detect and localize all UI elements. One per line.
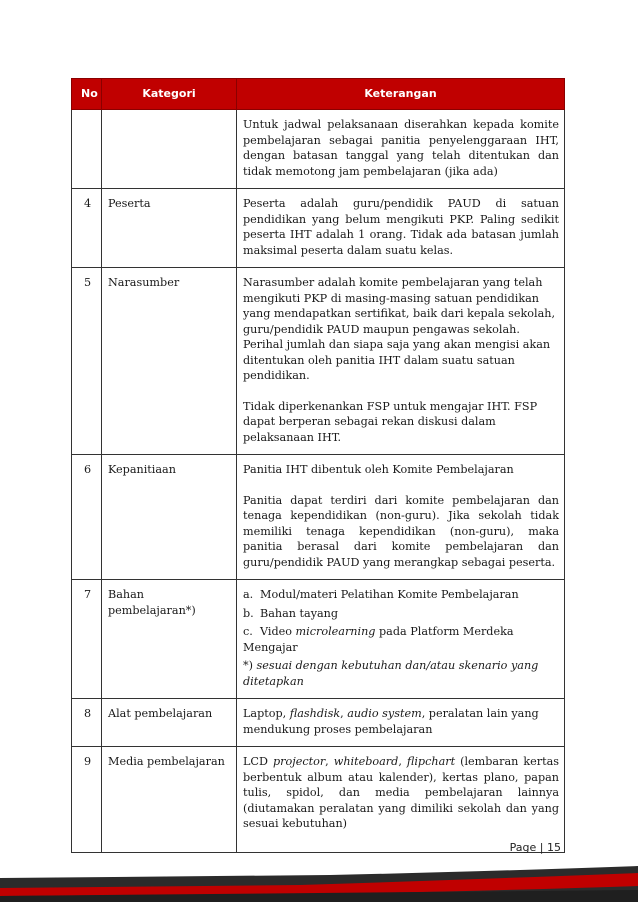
text-segment: , <box>398 755 407 768</box>
list-item <box>243 624 559 655</box>
header-no: No <box>72 79 102 110</box>
row-number: 7 <box>72 580 102 699</box>
row-description <box>237 455 565 580</box>
table-row <box>72 268 565 455</box>
material-list <box>243 587 559 655</box>
list-item <box>243 587 559 603</box>
row-description <box>237 699 565 747</box>
header-kategori: Kategori <box>102 79 237 110</box>
row-number: 6 <box>72 455 102 580</box>
row-category: Alat pembelajaran <box>102 699 237 747</box>
text-segment: Laptop, <box>243 707 290 720</box>
text-italic: flashdisk <box>289 707 341 720</box>
row-category: Narasumber <box>102 268 237 455</box>
row-description <box>237 110 565 189</box>
text-italic: projector <box>272 755 326 768</box>
row-category: Kepanitiaan <box>102 455 237 580</box>
table-row <box>72 747 565 853</box>
description-text: Peserta adalah guru/pendidik PAUD di satuan pendidikan yang belum mengikuti PKP. Paling sedikit peserta IHT adalah 1 orang. Tidak ada batasan jumlah maksimal peserta dalam suatu kelas. <box>243 197 559 257</box>
description-paragraph-2: Panitia dapat terdiri dari komite pembelajaran dan tenaga kependidikan (non-guru). Jika sekolah tidak memiliki tenaga kependidikan (non-guru), maka panitia berasal dari komite pembelajaran dan guru/pendidik PAUD yang merangkap sebagai peserta. <box>243 493 559 569</box>
text-segment: , <box>340 707 348 720</box>
table-row <box>72 189 565 268</box>
text-segment: (lembaran kertas berbentuk album atau kalender), kertas plano, papan tulis, spidol, dan media pembelajaran lainnya (diutamakan peralatan yang dimiliki sekolah dan yang sesuai kebutuhan) <box>243 755 559 830</box>
footer-band-decoration <box>0 866 638 902</box>
row-number: 4 <box>72 189 102 268</box>
list-item <box>243 606 559 622</box>
footnote <box>243 658 559 689</box>
row-category <box>102 110 237 189</box>
table-header-row <box>72 79 565 110</box>
text-segment: LCD <box>243 755 273 768</box>
table-row <box>72 580 565 699</box>
footnote-text: sesuai dengan kebutuhan dan/atau skenario yang ditetapkan <box>243 659 539 688</box>
row-description <box>237 580 565 699</box>
row-category: Media pembelajaran <box>102 747 237 853</box>
row-number <box>72 110 102 189</box>
description-text: Untuk jadwal pelaksanaan diserahkan kepada komite pembelajaran sebagai panitia penyelenggaraan IHT, dengan batasan tanggal yang telah ditentukan dan tidak memotong jam pembelajaran (jika ada) <box>243 118 559 178</box>
row-number: 5 <box>72 268 102 455</box>
list-text: Bahan tayang <box>260 606 339 620</box>
list-letter: c. <box>243 625 253 638</box>
table-row <box>72 455 565 580</box>
info-table <box>71 78 565 853</box>
row-description <box>237 189 565 268</box>
header-keterangan: Keterangan <box>237 79 565 110</box>
page-number: Page | 15 <box>509 841 561 854</box>
table-row <box>72 110 565 189</box>
row-description <box>237 268 565 455</box>
description-paragraph-1: Narasumber adalah komite pembelajaran yang telah mengikuti PKP di masing-masing satuan pendidikan yang mendapatkan sertifikat, baik dari kepala sekolah, guru/pendidik PAUD maupun pengawas sekolah. Perihal jumlah dan siapa saja yang akan mengisi akan ditentukan oleh panitia IHT dalam suatu satuan pendidikan. <box>243 276 555 382</box>
row-category: Bahan pembelajaran*) <box>102 580 237 699</box>
text-segment: , <box>325 755 334 768</box>
description-paragraph-2: Tidak diperkenankan FSP untuk mengajar IHT. FSP dapat berperan sebagai rekan diskusi dalam pelaksanaan IHT. <box>243 399 538 444</box>
row-number: 9 <box>72 747 102 853</box>
footnote-marker: *) <box>243 659 257 672</box>
list-letter: b. <box>243 606 254 620</box>
row-description <box>237 747 565 853</box>
text-italic: flipchart <box>406 755 456 768</box>
row-number: 8 <box>72 699 102 747</box>
list-text: Video <box>260 625 296 638</box>
text-italic: whiteboard <box>333 755 399 768</box>
list-letter: a. <box>243 588 254 601</box>
list-text: Modul/materi Pelatihan Komite Pembelajaran <box>260 588 519 601</box>
description-paragraph-1: Panitia IHT dibentuk oleh Komite Pembelajaran <box>243 463 514 476</box>
description-text <box>243 754 559 832</box>
table-row <box>72 699 565 747</box>
text-segment: , peralatan lain yang mendukung proses pembelajaran <box>243 707 539 736</box>
description-text <box>243 706 559 737</box>
row-category: Peserta <box>102 189 237 268</box>
list-text-italic: microlearning <box>295 625 376 638</box>
text-italic: audio system <box>347 707 422 720</box>
list-text: pada Platform Merdeka Mengajar <box>243 625 514 654</box>
